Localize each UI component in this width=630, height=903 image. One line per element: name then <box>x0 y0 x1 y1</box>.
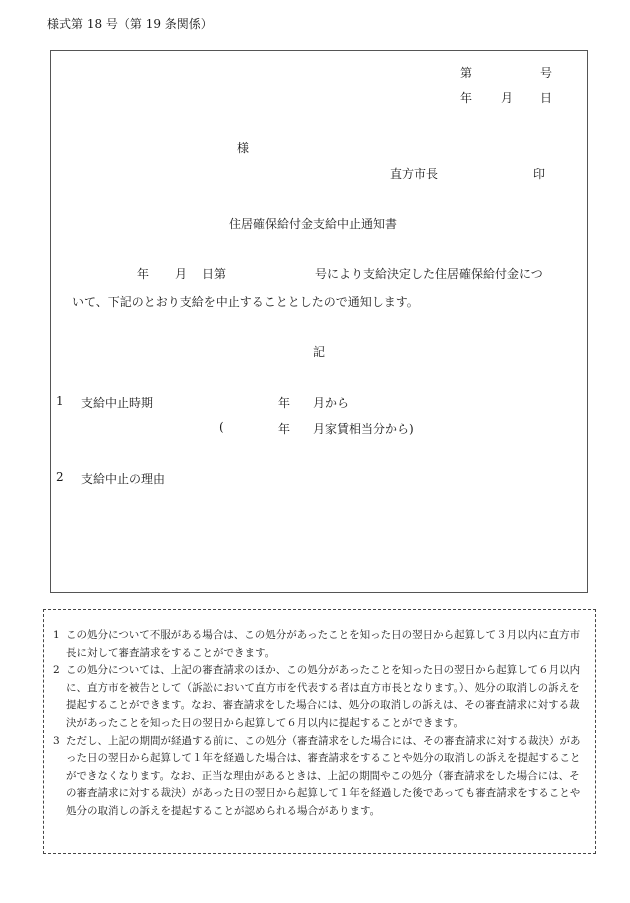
note-number: 1 <box>53 629 60 641</box>
item2-number: 2 <box>56 470 64 484</box>
note-number: 2 <box>53 664 60 677</box>
form-number-label: 様式第 18 号（第 19 条関係） <box>47 17 213 31</box>
body-line1: 号により支給決定した住居確保給付金につ <box>315 267 543 281</box>
note-item <box>53 627 586 662</box>
item1-year2: 年 <box>278 422 291 436</box>
item1-month-rent: 月家賃相当分から) <box>313 422 414 436</box>
note-text: この処分について不服がある場合は、この処分があったことを知った日の翌日から起算して３月以内に直方市長に対して審査請求をすることができます。 <box>66 629 581 659</box>
addressee-sama: 様 <box>237 141 250 155</box>
item1-number: 1 <box>56 394 64 408</box>
note-number: 3 <box>53 734 60 747</box>
item1-paren-open: ( <box>219 420 224 434</box>
note-text: ただし、上記の期間が経過する前に、この処分（審査請求をした場合には、その審査請求に対する裁決）があった日の翌日から起算して１年を経過した場合は、審査請求をすることや処分の取消しの訴えを提起することができなくなります。なお、正当な理由があるときは、上記の期間やこの処分（審査請求をした場合には、その審査請求に対する裁決）があった日の翌日から起算して１年を経過した後であっても審査請求をすることや処分の取消しの訴えを提起することが認められる場合があります。 <box>66 734 581 817</box>
item1-year: 年 <box>278 396 291 410</box>
ki-heading: 記 <box>313 345 326 359</box>
body-year: 年 <box>137 267 150 281</box>
note-text: この処分については、上記の審査請求のほか、この処分があったことを知った日の翌日から起算して６月以内に、直方市を被告として（訴訟において直方市を代表する者は直方市長となります。）、処分の取消しの訴えを提起することができます。なお、審査請求をした場合には、処分の取消しの訴えは、その審査請求に対する裁決があったことを知った日の翌日から起算して６月以内に提起することができます。 <box>66 664 581 729</box>
body-month: 月 <box>175 267 188 281</box>
date-year: 年 <box>460 91 473 105</box>
notes-box <box>43 609 596 854</box>
number-go: 号 <box>540 66 553 80</box>
sender-title: 直方市長 <box>390 167 439 181</box>
note-item <box>53 662 586 732</box>
document-title: 住居確保給付金支給中止通知書 <box>229 217 398 231</box>
notice-frame <box>50 50 588 593</box>
item1-label: 支給中止時期 <box>81 396 154 410</box>
body-line2: いて、下記のとおり支給を中止することとしたので通知します。 <box>72 295 419 309</box>
note-item <box>53 733 586 821</box>
number-dai: 第 <box>460 66 473 80</box>
date-month: 月 <box>501 91 514 105</box>
date-day: 日 <box>540 91 553 105</box>
seal-mark: 印 <box>533 167 546 181</box>
item2-label: 支給中止の理由 <box>81 472 166 486</box>
notes-list <box>53 627 586 821</box>
item1-month-from: 月から <box>313 396 350 410</box>
body-day-dai: 日第 <box>202 267 227 281</box>
